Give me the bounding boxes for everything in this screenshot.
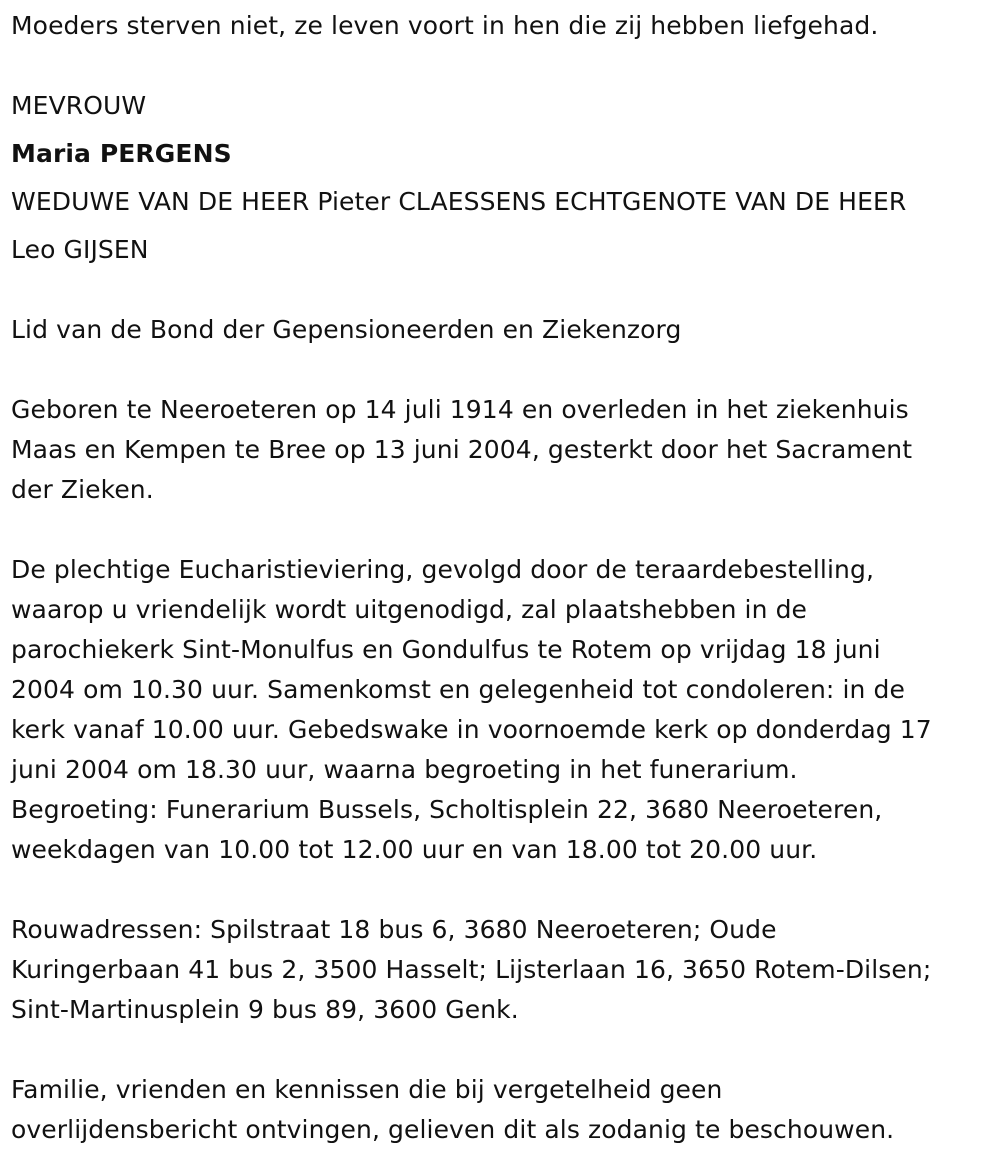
ceremony-line-4: 2004 om 10.30 uur. Samenkomst en gelegenheid tot condoleren: in de xyxy=(11,675,905,704)
ceremony-line-2: waarop u vriendelijk wordt uitgenodigd, zal plaatshebben in de xyxy=(11,595,808,624)
ceremony-line-6: juni 2004 om 18.30 uur, waarna begroeting in het funerarium. xyxy=(11,755,798,784)
birth-death-line-3: der Zieken. xyxy=(11,475,154,504)
ceremony-line-8: weekdagen van 10.00 tot 12.00 uur en van 18.00 tot 20.00 uur. xyxy=(11,835,818,864)
birth-death-line-2: Maas en Kempen te Bree op 13 juni 2004, gesterkt door het Sacrament xyxy=(11,435,913,464)
closing-line-2: overlijdensbericht ontvingen, gelieven dit als zodanig te beschouwen. xyxy=(11,1115,895,1144)
salutation: MEVROUW xyxy=(11,91,147,120)
closing-line-1: Familie, vrienden en kennissen die bij vergetelheid geen xyxy=(11,1075,723,1104)
birth-death-line-1: Geboren te Neeroeteren op 14 juli 1914 en overleden in het ziekenhuis xyxy=(11,395,909,424)
addresses-line-3: Sint-Martinusplein 9 bus 89, 3600 Genk. xyxy=(11,995,519,1024)
deceased-name: Maria PERGENS xyxy=(11,139,232,168)
relation-line-2: Leo GIJSEN xyxy=(11,235,149,264)
ceremony-line-7: Begroeting: Funerarium Bussels, Scholtisplein 22, 3680 Neeroeteren, xyxy=(11,795,883,824)
relation-line-1: WEDUWE VAN DE HEER Pieter CLAESSENS ECHTGENOTE VAN DE HEER xyxy=(11,187,907,216)
ceremony-line-3: parochiekerk Sint-Monulfus en Gondulfus te Rotem op vrijdag 18 juni xyxy=(11,635,881,664)
ceremony-line-5: kerk vanaf 10.00 uur. Gebedswake in voornoemde kerk op donderdag 17 xyxy=(11,715,932,744)
membership-line: Lid van de Bond der Gepensioneerden en Ziekenzorg xyxy=(11,315,682,344)
addresses-line-1: Rouwadressen: Spilstraat 18 bus 6, 3680 Neeroeteren; Oude xyxy=(11,915,777,944)
addresses-line-2: Kuringerbaan 41 bus 2, 3500 Hasselt; Lijsterlaan 16, 3650 Rotem-Dilsen; xyxy=(11,955,932,984)
quote-line: Moeders sterven niet, ze leven voort in hen die zij hebben liefgehad. xyxy=(11,11,879,40)
ceremony-line-1: De plechtige Eucharistieviering, gevolgd door de teraardebestelling, xyxy=(11,555,874,584)
